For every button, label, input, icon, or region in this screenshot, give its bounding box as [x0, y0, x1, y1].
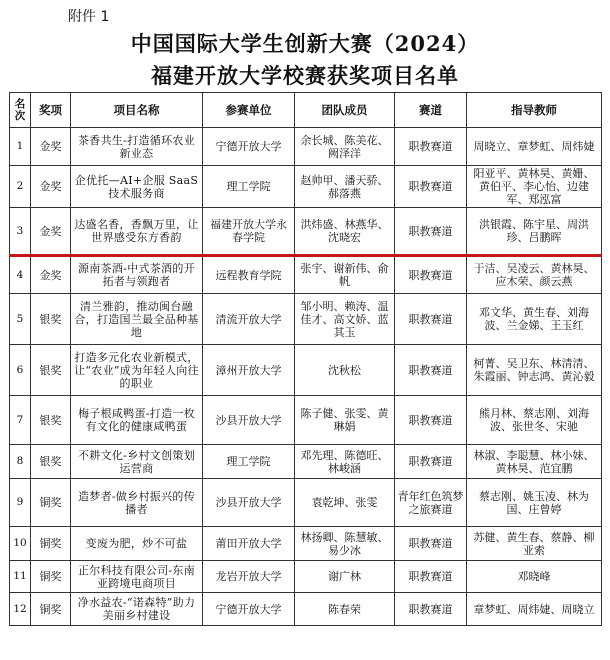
cell-track: 职教赛道 — [395, 396, 467, 445]
header-project: 项目名称 — [71, 93, 203, 128]
cell-rank: 3 — [10, 208, 31, 256]
cell-unit: 宁德开放大学 — [203, 128, 295, 166]
cell-unit: 理工学院 — [203, 166, 295, 208]
cell-teachers: 周晓立、章梦虹、周炜婕 — [467, 128, 602, 166]
cell-teachers: 章梦虹、周炜婕、周晓立 — [467, 593, 602, 626]
cell-team: 林扬卿、陈慧敏、易少冰 — [295, 527, 395, 561]
cell-award: 金奖 — [31, 208, 71, 256]
cell-team: 邹小明、赖涛、温佳才、高文娇、蓝其玉 — [295, 294, 395, 345]
cell-project: 源南茶酒-中式茶酒的开拓者与领跑者 — [71, 256, 203, 294]
header-rank: 名次 — [10, 93, 31, 128]
cell-unit: 漳州开放大学 — [203, 345, 295, 396]
cell-team: 陈春荣 — [295, 593, 395, 626]
cell-rank: 12 — [10, 593, 31, 626]
cell-unit: 清流开放大学 — [203, 294, 295, 345]
cell-rank: 4 — [10, 256, 31, 294]
cell-unit: 沙县开放大学 — [203, 396, 295, 445]
cell-rank: 8 — [10, 445, 31, 479]
cell-project: 企优托—AI+企服 SaaS 技术服务商 — [71, 166, 203, 208]
table-row — [10, 479, 602, 527]
cell-track: 职教赛道 — [395, 345, 467, 396]
cell-award: 铜奖 — [31, 479, 71, 527]
cell-award: 银奖 — [31, 445, 71, 479]
cell-rank: 9 — [10, 479, 31, 527]
cell-rank: 7 — [10, 396, 31, 445]
cell-project: 打造多元化农业新模式，让“农业”成为年轻人向往的职业 — [71, 345, 203, 396]
cell-team: 张宇、谢新伟、俞帆 — [295, 256, 395, 294]
document-title: 中国国际大学生创新大赛（2024） — [130, 31, 480, 56]
cell-unit: 福建开放大学永春学院 — [203, 208, 295, 256]
cell-award: 金奖 — [31, 166, 71, 208]
cell-award: 银奖 — [31, 294, 71, 345]
cell-track: 职教赛道 — [395, 128, 467, 166]
cell-unit: 远程教育学院 — [203, 256, 295, 294]
cell-team: 余长城、陈美花、阙泽洋 — [295, 128, 395, 166]
table-row — [10, 445, 602, 479]
cell-teachers: 邓文华、黄生春、刘海波、兰金娣、王玉红 — [467, 294, 602, 345]
cell-teachers: 于洁、吴凌云、黄林昊、应木荣、颜云燕 — [467, 256, 602, 294]
cell-project: 不耕文化-乡村文创策划运营商 — [71, 445, 203, 479]
cell-project: 变废为肥，炒不可盐 — [71, 527, 203, 561]
cell-teachers: 熊月林、蔡志刚、刘海波、张世冬、宋驰 — [467, 396, 602, 445]
table-row — [10, 396, 602, 445]
cell-award: 银奖 — [31, 396, 71, 445]
cell-team: 袁乾坤、张雯 — [295, 479, 395, 527]
cell-team: 赵帅甲、潘天骄、郝落燕 — [295, 166, 395, 208]
cell-track: 职教赛道 — [395, 256, 467, 294]
cell-award: 金奖 — [31, 256, 71, 294]
table-row — [10, 256, 602, 294]
cell-track: 职教赛道 — [395, 445, 467, 479]
table-row — [10, 593, 602, 626]
header-team: 团队成员 — [295, 93, 395, 128]
cell-unit: 龙岩开放大学 — [203, 561, 295, 593]
table-header-row — [10, 93, 602, 128]
cell-unit: 宁德开放大学 — [203, 593, 295, 626]
table-row — [10, 208, 602, 256]
awards-table — [9, 92, 602, 626]
cell-teachers: 林淑、李聪慧、林小妹、黄林昊、范宜鹏 — [467, 445, 602, 479]
table-row — [10, 527, 602, 561]
cell-project: 清兰雅韵，推动闽台融合，打造国兰最全品种基地 — [71, 294, 203, 345]
cell-teachers: 苏健、黄生春、蔡静、柳亚索 — [467, 527, 602, 561]
cell-track: 青年红色筑梦之旅赛道 — [395, 479, 467, 527]
cell-track: 职教赛道 — [395, 166, 467, 208]
header-teachers: 指导教师 — [467, 93, 602, 128]
cell-track: 职教赛道 — [395, 208, 467, 256]
cell-teachers: 邓晓峰 — [467, 561, 602, 593]
cell-team: 洪炜盛、林燕华、沈晓宏 — [295, 208, 395, 256]
cell-rank: 1 — [10, 128, 31, 166]
cell-team: 沈秋松 — [295, 345, 395, 396]
table-row — [10, 166, 602, 208]
header-track: 赛道 — [395, 93, 467, 128]
cell-track: 职教赛道 — [395, 294, 467, 345]
table-row — [10, 345, 602, 396]
cell-project: 净水益农-“诺森特”助力美丽乡村建设 — [71, 593, 203, 626]
header-unit: 参赛单位 — [203, 93, 295, 128]
cell-track: 职教赛道 — [395, 593, 467, 626]
document-subtitle: 福建开放大学校赛获奖项目名单 — [151, 63, 459, 88]
cell-teachers: 蔡志刚、姚玉凌、林为国、庄曾婷 — [467, 479, 602, 527]
table-row — [10, 561, 602, 593]
cell-track: 职教赛道 — [395, 527, 467, 561]
cell-teachers: 阳亚平、黄林昊、黄姗、黄伯平、李心怡、边建军、郑泓富 — [467, 166, 602, 208]
cell-rank: 6 — [10, 345, 31, 396]
cell-team: 谢广林 — [295, 561, 395, 593]
cell-team: 陈子健、张雯、黄琳娟 — [295, 396, 395, 445]
cell-project: 达盛名香，香飘万里，让世界感受东方香韵 — [71, 208, 203, 256]
cell-track: 职教赛道 — [395, 561, 467, 593]
cell-project: 茶香共生-打造循环农业新业态 — [71, 128, 203, 166]
attachment-label: 附件 1 — [68, 9, 110, 25]
cell-teachers: 洪银霞、陈宇星、周洪珍、吕鹏晖 — [467, 208, 602, 256]
cell-rank: 2 — [10, 166, 31, 208]
cell-award: 银奖 — [31, 345, 71, 396]
cell-award: 铜奖 — [31, 561, 71, 593]
table-row — [10, 128, 602, 166]
cell-award: 铜奖 — [31, 527, 71, 561]
cell-unit: 莆田开放大学 — [203, 527, 295, 561]
table-row — [10, 294, 602, 345]
cell-project: 梅子根咸鸭蛋-打造一枚有文化的健康咸鸭蛋 — [71, 396, 203, 445]
cell-rank: 10 — [10, 527, 31, 561]
header-award: 奖项 — [31, 93, 71, 128]
cell-unit: 理工学院 — [203, 445, 295, 479]
cell-teachers: 柯菁、吴卫东、林清清、朱霞丽、钟志鸿、黄沁毅 — [467, 345, 602, 396]
cell-award: 金奖 — [31, 128, 71, 166]
cell-rank: 11 — [10, 561, 31, 593]
cell-rank: 5 — [10, 294, 31, 345]
cell-project: 造梦者-做乡村振兴的传播者 — [71, 479, 203, 527]
cell-award: 铜奖 — [31, 593, 71, 626]
cell-unit: 沙县开放大学 — [203, 479, 295, 527]
cell-project: 正尔科技有限公司-东南亚跨境电商项目 — [71, 561, 203, 593]
cell-team: 邓先理、陈德旺、林峻涵 — [295, 445, 395, 479]
